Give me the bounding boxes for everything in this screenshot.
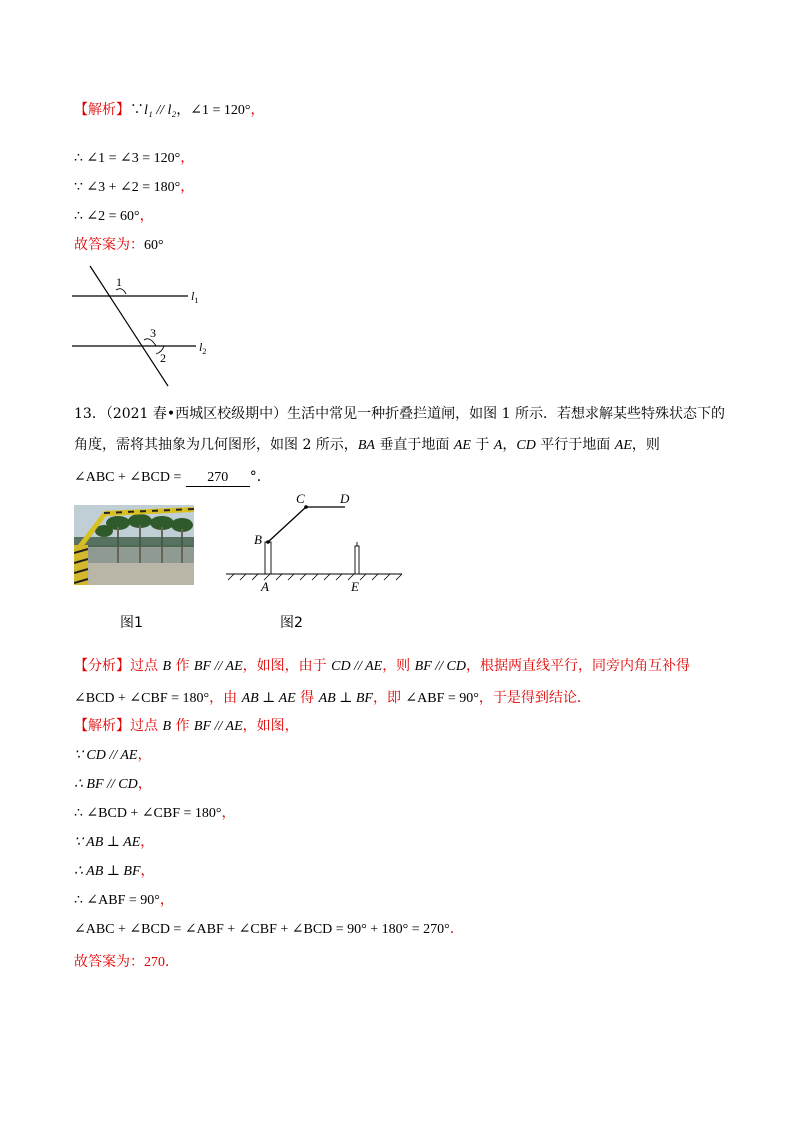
analysis-text: ，根据两直线平行，同旁内角互补得 bbox=[465, 658, 690, 674]
solution-step bbox=[74, 890, 174, 911]
step-1: ∵ CD // AE bbox=[74, 748, 138, 763]
math-AE: AE bbox=[453, 438, 471, 453]
angle-label-3: 3 bbox=[150, 326, 156, 340]
answer-blank: 270 bbox=[186, 470, 250, 487]
post-E bbox=[355, 546, 359, 574]
math-A: A bbox=[493, 438, 503, 453]
premise-parallel: l₁ // l₂ bbox=[144, 103, 177, 118]
step-7: ∠ABC + ∠BCD = ∠ABF + ∠CBF + ∠BCD = 90° + 180° = 270° bbox=[74, 922, 450, 937]
premise-angle: ∠1 = 120° bbox=[190, 103, 251, 118]
problem-text: ， bbox=[502, 437, 517, 453]
math-eq-90: ∠ABF = 90° bbox=[405, 691, 479, 706]
figure-1-caption: 图1 bbox=[120, 615, 143, 631]
math-eq-180: ∠BCD + ∠CBF = 180° bbox=[74, 691, 210, 706]
l2-label: $l_2$ bbox=[199, 340, 207, 356]
analysis-text: 作 bbox=[171, 658, 194, 674]
math-AB-perp-BF: AB ⊥ BF bbox=[318, 691, 373, 706]
analysis-text: ，如图，由于 bbox=[242, 658, 332, 674]
analysis-line-1 bbox=[74, 656, 690, 677]
angle-label-1: 1 bbox=[116, 275, 122, 289]
math-AB-perp-AE: AB ⊥ AE bbox=[241, 691, 296, 706]
answer-line bbox=[74, 235, 164, 256]
step-4: ∵ AB ⊥ AE bbox=[74, 835, 141, 850]
segment-BC bbox=[268, 507, 306, 542]
problem-text: 平行于地面 bbox=[535, 437, 615, 453]
solution-step bbox=[74, 745, 152, 766]
solution-text: ，如图， bbox=[242, 718, 299, 734]
solution-text: 过点 bbox=[130, 718, 163, 734]
figure-2-caption: 图2 bbox=[280, 615, 303, 631]
step-3: ∴ ∠BCD + ∠CBF = 180° bbox=[74, 806, 222, 821]
step-line bbox=[74, 206, 154, 227]
solution-step bbox=[74, 774, 152, 795]
post-AB bbox=[265, 542, 271, 574]
analysis-text: ，则 bbox=[382, 658, 415, 674]
step-line bbox=[74, 177, 194, 198]
gate-geometry-figure bbox=[222, 488, 407, 598]
problem-text: 于 bbox=[470, 437, 494, 453]
analysis-text: ，即 bbox=[372, 690, 406, 706]
comma: ， bbox=[221, 805, 236, 821]
problem-text: 垂直于地面 bbox=[374, 437, 454, 453]
l1-label: $l_1$ bbox=[191, 289, 199, 305]
math-CD-parallel-AE: CD // AE bbox=[331, 659, 383, 674]
separator: ， bbox=[176, 102, 191, 118]
problem-text: 13．（2021 春•西城区校级期中）生活中常见一种折叠拦道闸，如图 1 所示．若想求解某些特殊状态下的 bbox=[74, 406, 725, 422]
step-1: ∴ ∠1 = ∠3 = 120° bbox=[74, 151, 181, 166]
math-BF-parallel-AE: BF // AE bbox=[193, 659, 243, 674]
comma: ， bbox=[137, 776, 152, 792]
solution-12-first-line bbox=[74, 100, 265, 121]
parallel-lines-figure bbox=[60, 262, 230, 392]
answer-label: 故答案为： bbox=[74, 954, 144, 970]
answer-value: 270． bbox=[144, 955, 179, 970]
math-B: B bbox=[162, 659, 172, 674]
problem-13-line-3 bbox=[74, 467, 271, 488]
point-B bbox=[266, 540, 270, 544]
solution-step bbox=[74, 861, 155, 882]
point-C bbox=[304, 505, 308, 509]
problem-13-line-2 bbox=[74, 435, 660, 456]
transversal bbox=[90, 266, 168, 386]
answer-value: 60° bbox=[144, 238, 164, 253]
math-BF-parallel-AE: BF // AE bbox=[193, 719, 243, 734]
comma: ， bbox=[180, 179, 195, 195]
solution-step bbox=[74, 832, 154, 853]
analysis-text: ，于是得到结论． bbox=[478, 690, 591, 706]
comma: ， bbox=[180, 150, 195, 166]
comma: ， bbox=[140, 863, 155, 879]
degree-unit: °． bbox=[249, 469, 271, 485]
answer-line bbox=[74, 952, 179, 973]
analysis-text: 得 bbox=[295, 690, 319, 706]
math-AE: AE bbox=[614, 438, 632, 453]
label-D: D bbox=[340, 491, 350, 506]
step-5: ∴ AB ⊥ BF bbox=[74, 864, 141, 879]
math-B: B bbox=[162, 719, 172, 734]
step-2: ∵ ∠3 + ∠2 = 180° bbox=[74, 180, 181, 195]
analysis-text: 过点 bbox=[130, 658, 163, 674]
solution-step bbox=[74, 919, 464, 940]
comma: ， bbox=[159, 892, 174, 908]
step-6: ∴ ∠ABF = 90° bbox=[74, 893, 160, 908]
math-CD: CD bbox=[516, 438, 536, 453]
problem-text: ，则 bbox=[631, 437, 660, 453]
label-C: C bbox=[296, 491, 305, 506]
comma: ， bbox=[140, 834, 155, 850]
analysis-line-2 bbox=[74, 688, 591, 709]
solution-text: 作 bbox=[171, 718, 194, 734]
comma: ， bbox=[250, 102, 265, 118]
problem-text: 角度，需将其抽象为几何图形，如图 2 所示， bbox=[74, 437, 358, 453]
angle-1-arc bbox=[116, 289, 126, 294]
label-A: A bbox=[261, 579, 269, 594]
comma: ， bbox=[137, 747, 152, 763]
solution-step bbox=[74, 803, 236, 824]
math-expression: ∠ABC + ∠BCD = bbox=[74, 470, 182, 485]
analysis-label: 【分析】 bbox=[74, 658, 130, 674]
solution-label: 【解析】 bbox=[74, 718, 130, 734]
analysis-text: ，由 bbox=[209, 690, 242, 706]
step-2: ∴ BF // CD bbox=[74, 777, 138, 792]
step-3: ∴ ∠2 = 60° bbox=[74, 209, 140, 224]
math-BA: BA bbox=[357, 438, 375, 453]
math-BF-parallel-CD: BF // CD bbox=[414, 659, 466, 674]
label-B: B bbox=[254, 532, 262, 547]
angle-label-2: 2 bbox=[160, 351, 166, 365]
label-E: E bbox=[351, 579, 359, 594]
solution-13-line-1 bbox=[74, 716, 299, 737]
step-line bbox=[74, 148, 194, 169]
comma: ， bbox=[139, 208, 154, 224]
problem-13-line-1 bbox=[74, 404, 725, 424]
gate-photo bbox=[74, 505, 194, 585]
solution-label: 【解析】 bbox=[74, 102, 130, 118]
period: ． bbox=[449, 921, 464, 937]
answer-label: 故答案为： bbox=[74, 237, 144, 253]
because-symbol: ∵ bbox=[130, 102, 144, 118]
ground-hatching bbox=[228, 574, 402, 580]
gate-photo-illustration bbox=[74, 505, 194, 585]
